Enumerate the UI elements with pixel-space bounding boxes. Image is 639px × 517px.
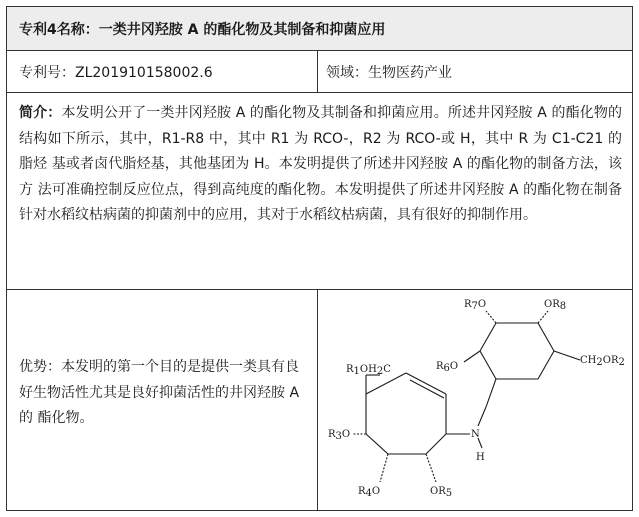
chemical-structure	[318, 290, 632, 510]
title-label: 专利4名称：	[19, 22, 99, 38]
title-value: 一类井冈羟胺 A 的酯化物及其制备和抑菌应用	[98, 22, 386, 38]
r4o-label: R4O	[358, 486, 381, 499]
or5-label: OR5	[430, 486, 453, 499]
r1oh2c-label: R1OH2C	[346, 364, 391, 377]
patent-table	[6, 6, 633, 511]
r6o-label: R6O	[436, 361, 459, 374]
h-label: H	[476, 452, 485, 463]
patent-number: 专利号：ZL201910158002.6	[19, 65, 213, 81]
field: 领域：生物医药产业	[326, 65, 452, 81]
summary-label: 简介：	[19, 105, 62, 121]
summary-text: 本发明公开了一类井冈羟胺 A 的酯化物及其制备和抑菌应用。所述井冈羟胺 A 的酯化物的结构如下所示，其中，R1-R8 中，其中 R1 为 RCO-，R2 为 RCO-或 H，其中 R 为 C1-C21 的脂烃 基或者卤代脂烃基，其他基团为 H。本发明提供了所述井冈羟胺 A 的酯化物的制备方法，该方 法可准确控制反应位点，得到高纯度的酯化物。本发明提供了所述井冈羟胺 A 的酯化物在制备 针对水稻纹枯病菌的抑菌剂中的应用，其对于水稻纹枯病菌，具有很好的抑制作用。	[19, 105, 622, 223]
or8-label: OR8	[544, 299, 567, 312]
structure-diagram	[318, 290, 632, 510]
bonds	[352, 311, 580, 482]
n-label: N	[471, 429, 480, 440]
summary	[7, 93, 632, 289]
r3o-label: R3O	[328, 429, 351, 442]
r7o-label: R7O	[464, 299, 487, 312]
advantage: 优势：本发明的第一个目的是提供一类具有良好生物活性尤其是良好抑菌活性的井冈羟胺 A 的 酯化物。	[19, 359, 300, 426]
title-row	[7, 7, 632, 50]
atom-labels	[328, 299, 625, 499]
ch2or2-label: CH2OR2	[580, 355, 625, 368]
